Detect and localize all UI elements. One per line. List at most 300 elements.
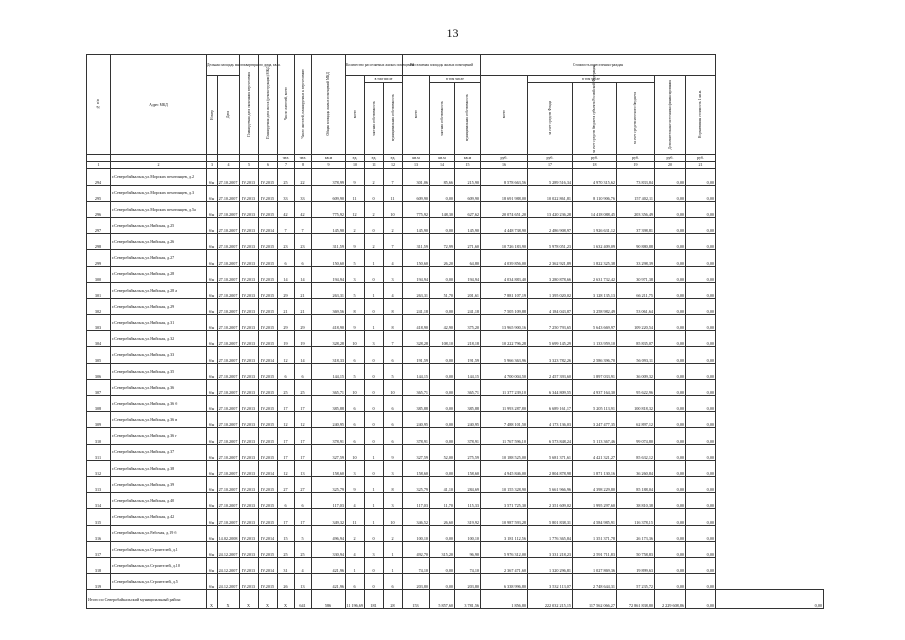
cell-r1: 13 965 900,16 — [481, 315, 528, 331]
cell-c2: 1 — [365, 493, 384, 509]
total-cell-s3: 1 856,80 — [481, 590, 528, 609]
cell-d1: IV.2013 — [240, 347, 259, 363]
cell-r2: 4 184 043,87 — [528, 298, 573, 314]
header-count-private: частная собственность — [365, 83, 384, 155]
cell-num: б/н — [207, 250, 218, 266]
cell-c1: 2 — [346, 217, 365, 233]
cell-c1: 9 — [346, 315, 365, 331]
cell-num: б/н — [207, 282, 218, 298]
cell-d2: IV.2015 — [259, 185, 278, 201]
cell-r1: 3 571 725,30 — [481, 493, 528, 509]
cell-num: б/н — [207, 266, 218, 282]
cell-d2: IV.2015 — [259, 331, 278, 347]
cell-r4: 36 260,84 — [617, 460, 655, 476]
cell-s1: 325,79 — [403, 476, 430, 492]
cell-r4: 53 061,64 — [617, 298, 655, 314]
cell-d2: IV.2015 — [259, 493, 278, 509]
cell-r5: 0,00 — [655, 493, 686, 509]
cell-c1: 6 — [346, 574, 365, 590]
cell-p1: 31 — [278, 557, 295, 573]
cell-r4: 50 758,83 — [617, 541, 655, 557]
cell-s2: 0,00 — [430, 379, 455, 395]
cell-c2: 0 — [365, 460, 384, 476]
cell-a: 378,99 — [312, 169, 346, 185]
cell-s2: 72,99 — [430, 234, 455, 250]
cell-c1: 10 — [346, 331, 365, 347]
total-cell-num: X — [207, 590, 218, 609]
cell-n: 318 — [87, 557, 111, 573]
cell-date: 27.10.2007 — [218, 250, 240, 266]
header-cost-region: за счет средств бюджета субъекта Российской Федерации — [573, 83, 617, 155]
cell-r3: 4 937 164,30 — [573, 379, 617, 395]
cell-r4: 38 810,38 — [617, 493, 655, 509]
cell-p1: 25 — [278, 541, 295, 557]
cell-s2: 0,00 — [430, 217, 455, 233]
table-row — [87, 574, 824, 590]
cell-r6: 0,00 — [686, 315, 716, 331]
cell-r2: 5 699 145,29 — [528, 331, 573, 347]
cell-s2: 85,66 — [430, 169, 455, 185]
cell-date: 27.10.2007 — [218, 298, 240, 314]
table-row — [87, 541, 824, 557]
cell-c1: 2 — [346, 525, 365, 541]
cell-s1: 775,92 — [403, 201, 430, 217]
cell-c3: 6 — [384, 396, 403, 412]
table-row — [87, 201, 824, 217]
cell-date: 24.12.2007 — [218, 541, 240, 557]
cell-d1: IV.2013 — [240, 509, 259, 525]
table-row — [87, 331, 824, 347]
cell-n: 307 — [87, 379, 111, 395]
cell-date: 27.10.2007 — [218, 217, 240, 233]
cell-num: б/н — [207, 363, 218, 379]
cell-num: б/н — [207, 412, 218, 428]
cell-r4: 36 009,32 — [617, 363, 655, 379]
cell-r2: 4 173 136,03 — [528, 412, 573, 428]
cell-d1: IV.2013 — [240, 493, 259, 509]
cell-r5: 0,00 — [655, 460, 686, 476]
cell-n: 319 — [87, 574, 111, 590]
cell-p2: 27 — [295, 476, 312, 492]
total-cell-p1: X — [278, 590, 295, 609]
cell-r3: 1 995 297,60 — [573, 493, 617, 509]
cell-c2: 0 — [365, 379, 384, 395]
cell-r1: 7 488 101,50 — [481, 412, 528, 428]
cell-a: 327,59 — [312, 444, 346, 460]
cell-a: 421,96 — [312, 557, 346, 573]
cell-p1: 29 — [278, 282, 295, 298]
cell-s2: 0,00 — [430, 412, 455, 428]
cell-r1: 5 976 312,00 — [481, 541, 528, 557]
cell-c3: 2 — [384, 525, 403, 541]
cell-p1: 7 — [278, 217, 295, 233]
cell-addr: г.Северобайкальск,ул.Нийская, д.36 — [111, 379, 207, 395]
cell-p2: 19 — [295, 331, 312, 347]
cell-c2: 0 — [365, 574, 384, 590]
total-cell-r1: 222 032 215,15 — [528, 590, 573, 609]
cell-c1: 3 — [346, 460, 365, 476]
cell-num: б/н — [207, 444, 218, 460]
cell-s3: 284,69 — [455, 476, 481, 492]
table-row — [87, 396, 824, 412]
cell-date: 27.10.2007 — [218, 412, 240, 428]
cell-date: 27.10.2007 — [218, 201, 240, 217]
cell-p1: 19 — [278, 331, 295, 347]
cell-d1: IV.2013 — [240, 250, 259, 266]
cell-num: б/н — [207, 298, 218, 314]
cell-a: 150,60 — [312, 250, 346, 266]
cell-r6: 0,00 — [686, 217, 716, 233]
table-row — [87, 217, 824, 233]
cell-s2: 41,10 — [430, 476, 455, 492]
cell-date: 24.12.2007 — [218, 574, 240, 590]
cell-s3: 144,15 — [455, 363, 481, 379]
cell-s1: 145,90 — [403, 217, 430, 233]
cell-c3: 10 — [384, 509, 403, 525]
cell-num: б/н — [207, 574, 218, 590]
cell-addr: г.Северобайкальск,ул.Нийская, д.33 — [111, 347, 207, 363]
cell-s3: 191,59 — [455, 347, 481, 363]
cell-r5: 0,00 — [655, 541, 686, 557]
cell-r1: 7 881 107,19 — [481, 282, 528, 298]
table-row — [87, 315, 824, 331]
cell-r5: 0,00 — [655, 217, 686, 233]
cell-r1: 4 945 846,00 — [481, 460, 528, 476]
cell-r6: 0,00 — [686, 298, 716, 314]
cell-r6: 0,00 — [686, 234, 716, 250]
cell-p2: 13 — [295, 574, 312, 590]
header-cost-norm: Нормативная стоимость 1 кв.м. — [686, 76, 716, 155]
cell-s2: 0,00 — [430, 557, 455, 573]
cell-c3: 6 — [384, 412, 403, 428]
cell-addr: г.Северобайкальск,ул.Нийская, д.26 — [111, 234, 207, 250]
cell-c2: 2 — [365, 169, 384, 185]
table-row — [87, 557, 824, 573]
cell-p2: 23 — [295, 234, 312, 250]
cell-c2: 0 — [365, 298, 384, 314]
cell-d2: IV.2015 — [259, 541, 278, 557]
cell-addr: г.Северобайкальск,ул.Рабочая, д.19 б — [111, 525, 207, 541]
cell-r6: 0,00 — [686, 428, 716, 444]
cell-s1: 263,31 — [403, 282, 430, 298]
cell-p2: 5 — [295, 525, 312, 541]
cell-c1: 10 — [346, 444, 365, 460]
total-cell-c1: 181 — [365, 590, 384, 609]
cell-r5: 0,00 — [655, 557, 686, 573]
cell-r2: 2 457 393,60 — [528, 363, 573, 379]
cell-c3: 8 — [384, 476, 403, 492]
cell-c3: 3 — [384, 266, 403, 282]
cell-r3: 2 591 711,83 — [573, 541, 617, 557]
cell-s3: 271,60 — [455, 234, 481, 250]
total-cell-p2: 641 — [295, 590, 312, 609]
cell-s1: 150,60 — [403, 250, 430, 266]
cell-num: б/н — [207, 185, 218, 201]
cell-r6: 0,00 — [686, 541, 716, 557]
cell-date: 27.10.2007 — [218, 282, 240, 298]
cell-date: 27.10.2007 — [218, 185, 240, 201]
cell-r4: 85 188,04 — [617, 476, 655, 492]
cell-p1: 29 — [278, 315, 295, 331]
cell-r5: 0,00 — [655, 363, 686, 379]
cell-p1: 25 — [278, 379, 295, 395]
cell-p1: 17 — [278, 444, 295, 460]
table-row — [87, 509, 824, 525]
cell-r1: 10 726 183,90 — [481, 234, 528, 250]
cell-r6: 0,00 — [686, 169, 716, 185]
cell-date: 27.10.2007 — [218, 396, 240, 412]
cell-a: 609,90 — [312, 185, 346, 201]
cell-r5: 0,00 — [655, 396, 686, 412]
cell-r2: 7 250 793,65 — [528, 315, 573, 331]
cell-num: б/н — [207, 476, 218, 492]
cell-addr: г.Северобайкальск,ул.Строителей, д.5 — [111, 574, 207, 590]
cell-p2: 17 — [295, 509, 312, 525]
total-cell-s2: 3 781,56 — [455, 590, 481, 609]
table-row — [87, 428, 824, 444]
cell-d1: IV.2013 — [240, 541, 259, 557]
cell-p2: 6 — [295, 250, 312, 266]
cell-r4: 33 298,39 — [617, 250, 655, 266]
cell-addr: г.Северобайкальск,ул.Нийская, д.29 — [111, 298, 207, 314]
cell-c2: 2 — [365, 201, 384, 217]
cell-a: 421,96 — [312, 574, 346, 590]
cell-r2: 1 320 296,81 — [528, 557, 573, 573]
cell-r3: 5 643 669,97 — [573, 315, 617, 331]
header-cost-fund: за счет средств Фонда — [528, 83, 573, 155]
cell-r2: 10 022 861,81 — [528, 185, 573, 201]
cell-n: 302 — [87, 298, 111, 314]
cell-p2: 6 — [295, 363, 312, 379]
cell-a: 328,28 — [312, 331, 346, 347]
cell-p1: 26 — [278, 574, 295, 590]
cell-p2: 21 — [295, 282, 312, 298]
cell-s1: 194,94 — [403, 266, 430, 282]
cell-p1: 12 — [278, 412, 295, 428]
cell-d2: IV.2014 — [259, 217, 278, 233]
cell-addr: г.Северобайкальск,ул.Нийская, д.25 — [111, 217, 207, 233]
cell-s2: 0,00 — [430, 525, 455, 541]
cell-s3: 241,18 — [455, 298, 481, 314]
cell-c1: 12 — [346, 201, 365, 217]
cell-r2: 2 362 921,89 — [528, 250, 573, 266]
header-units-row: чел. чел. кв.м ед. ед. ед. кв.м кв.м кв.м руб. руб. руб. руб. руб. руб. — [87, 155, 824, 162]
cell-n: 313 — [87, 476, 111, 492]
cell-n: 304 — [87, 331, 111, 347]
cell-c2: 0 — [365, 428, 384, 444]
cell-d1: IV.2013 — [240, 460, 259, 476]
cell-r1: 4 034 883,40 — [481, 266, 528, 282]
cell-r3: 1 871 130,16 — [573, 460, 617, 476]
cell-p2: 25 — [295, 541, 312, 557]
cell-r3: 1 133 959,10 — [573, 331, 617, 347]
cell-c2: 0 — [365, 363, 384, 379]
cell-r2: 5 978 051,23 — [528, 234, 573, 250]
total-cell-r5: 0,00 — [686, 590, 716, 609]
header-group-count: Количество расселяемых жилых помещений — [346, 55, 403, 76]
cell-r5: 0,00 — [655, 476, 686, 492]
cell-c3: 11 — [384, 185, 403, 201]
table-row — [87, 363, 824, 379]
cell-s1: 327,59 — [403, 444, 430, 460]
cell-a: 240,95 — [312, 412, 346, 428]
cell-r5: 0,00 — [655, 331, 686, 347]
cell-d2: IV.2015 — [259, 266, 278, 282]
cell-c2: 0 — [365, 412, 384, 428]
cell-a: 349,32 — [312, 509, 346, 525]
cell-n: 297 — [87, 217, 111, 233]
cell-date: 27.10.2007 — [218, 493, 240, 509]
cell-d1: IV.2013 — [240, 363, 259, 379]
cell-d1: IV.2013 — [240, 201, 259, 217]
cell-r5: 0,00 — [655, 379, 686, 395]
cell-s2: 0,00 — [430, 574, 455, 590]
cell-r6: 0,00 — [686, 363, 716, 379]
cell-c1: 6 — [346, 347, 365, 363]
cell-n: 296 — [87, 201, 111, 217]
cell-p1: 12 — [278, 347, 295, 363]
cell-r2: 3 323 782,26 — [528, 347, 573, 363]
cell-s2: 0,00 — [430, 460, 455, 476]
header-count-total: всего — [346, 76, 365, 155]
cell-r6: 0,00 — [686, 379, 716, 395]
cell-d2: IV.2015 — [259, 412, 278, 428]
cell-r1: 10 155 328,90 — [481, 476, 528, 492]
cell-date: 24.12.2007 — [218, 557, 240, 573]
cell-s1: 117,03 — [403, 493, 430, 509]
cell-p2: 7 — [295, 217, 312, 233]
cell-addr: г.Северобайкальск,ул.Нийская, д.38 — [111, 460, 207, 476]
header-area-in-that: в том числе — [430, 76, 481, 83]
cell-s3: 194,94 — [455, 266, 481, 282]
cell-d1: IV.2013 — [240, 234, 259, 250]
cell-a: 318,33 — [312, 347, 346, 363]
header-residents-total: Число жителей, всего — [278, 55, 295, 155]
cell-r6: 0,00 — [686, 412, 716, 428]
total-cell-d2: X — [259, 590, 278, 609]
cell-s3: 375,20 — [455, 315, 481, 331]
cell-date: 27.10.2007 — [218, 476, 240, 492]
cell-num: б/н — [207, 396, 218, 412]
cell-n: 299 — [87, 250, 111, 266]
cell-num: б/н — [207, 379, 218, 395]
cell-c2: 1 — [365, 476, 384, 492]
table-row — [87, 379, 824, 395]
cell-d2: IV.2014 — [259, 460, 278, 476]
cell-r2: 2 804 878,98 — [528, 460, 573, 476]
cell-s2: 0,00 — [430, 266, 455, 282]
cell-r4: 100 818,32 — [617, 396, 655, 412]
cell-num: б/н — [207, 331, 218, 347]
cell-p1: 33 — [278, 185, 295, 201]
cell-r2: 1 776 365,84 — [528, 525, 573, 541]
cell-d1: IV.2013 — [240, 217, 259, 233]
page-number: 13 — [446, 26, 459, 40]
table-row — [87, 347, 824, 363]
cell-r2: 5 289 516,34 — [528, 169, 573, 185]
cell-c2: 1 — [365, 282, 384, 298]
cell-p2: 21 — [295, 298, 312, 314]
cell-r5: 0,00 — [655, 315, 686, 331]
cell-s1: 240,95 — [403, 412, 430, 428]
cell-s3: 203,80 — [455, 574, 481, 590]
cell-s2: 108,10 — [430, 331, 455, 347]
cell-d2: IV.2014 — [259, 525, 278, 541]
cell-d1: IV.2013 — [240, 428, 259, 444]
cell-d2: IV.2015 — [259, 574, 278, 590]
cell-r5: 0,00 — [655, 428, 686, 444]
cell-d2: IV.2014 — [259, 347, 278, 363]
cell-num: б/н — [207, 557, 218, 573]
cell-r4: 95 622,96 — [617, 379, 655, 395]
header-count-in-that: в том числе — [365, 76, 403, 83]
cell-d2: IV.2015 — [259, 250, 278, 266]
cell-d1: IV.2013 — [240, 396, 259, 412]
cell-c1: 8 — [346, 298, 365, 314]
cell-r4: 26 173,36 — [617, 525, 655, 541]
cell-c3: 5 — [384, 363, 403, 379]
cell-date: 27.10.2007 — [218, 428, 240, 444]
cell-d1: IV.2013 — [240, 412, 259, 428]
cell-num: б/н — [207, 460, 218, 476]
header-area-municipal: муниципальная собственность — [455, 83, 481, 155]
cell-s2: 148,30 — [430, 201, 455, 217]
cell-p2: 42 — [295, 201, 312, 217]
table-row — [87, 476, 824, 492]
cell-addr: г.Северобайкальск,ул.Нийская, д.32 — [111, 331, 207, 347]
cell-c3: 1 — [384, 557, 403, 573]
header-doc: Дельная площадь многоквартирного дома, кв.м. — [207, 55, 240, 76]
header-area-total: всего — [403, 76, 430, 155]
cell-d1: IV.2013 — [240, 525, 259, 541]
cell-c2: 0 — [365, 266, 384, 282]
table-row — [87, 169, 824, 185]
cell-r3: 1 632 409,09 — [573, 234, 617, 250]
table-row — [87, 234, 824, 250]
total-cell-p3: 586 — [312, 590, 346, 609]
cell-r5: 0,00 — [655, 266, 686, 282]
cell-n: 308 — [87, 396, 111, 412]
cell-s3: 275,59 — [455, 444, 481, 460]
cell-d1: IV.2013 — [240, 379, 259, 395]
total-cell-r6: 0,00 — [716, 590, 824, 609]
cell-c1: 4 — [346, 541, 365, 557]
cell-d1: IV.2013 — [240, 169, 259, 185]
cell-p1: 42 — [278, 201, 295, 217]
cell-r1: 8 578 663,56 — [481, 169, 528, 185]
cell-p1: 12 — [278, 460, 295, 476]
cell-r1: 18 691 988,00 — [481, 185, 528, 201]
cell-c2: 3 — [365, 331, 384, 347]
cell-r2: 5 661 966,96 — [528, 476, 573, 492]
total-cell-r4: 2 229 608,86 — [655, 590, 686, 609]
cell-p2: 4 — [295, 557, 312, 573]
cell-r1: 10 987 593,28 — [481, 509, 528, 525]
cell-s2: 42,90 — [430, 315, 455, 331]
table-row — [87, 412, 824, 428]
header-group-cost: Стоимость переселения граждан — [481, 55, 716, 76]
cell-r6: 0,00 — [686, 557, 716, 573]
cell-r5: 0,00 — [655, 347, 686, 363]
cell-n: 298 — [87, 234, 111, 250]
cell-c2: 0 — [365, 347, 384, 363]
cell-addr: г.Северобайкальск,ул.Морских пехотинцев, д.5а — [111, 201, 207, 217]
cell-c3: 8 — [384, 298, 403, 314]
cell-r1: 4 448 738,90 — [481, 217, 528, 233]
cell-r4: 19 899,63 — [617, 557, 655, 573]
cell-r6: 0,00 — [686, 476, 716, 492]
cell-d2: IV.2015 — [259, 282, 278, 298]
